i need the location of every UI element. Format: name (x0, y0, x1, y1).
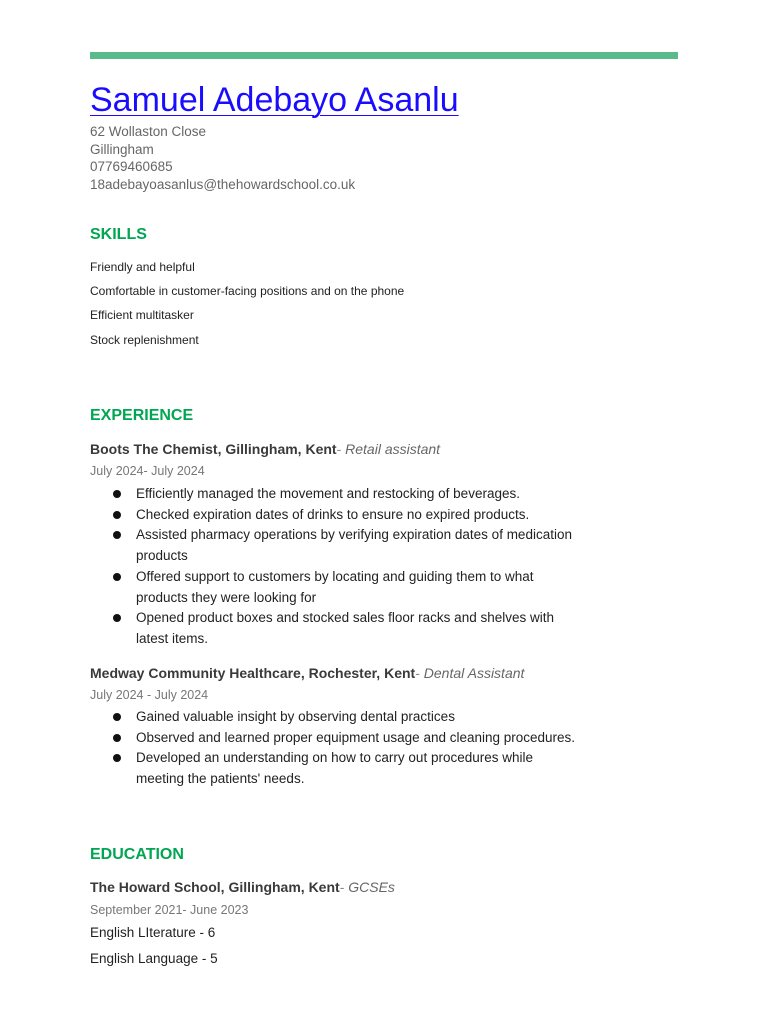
phone-number: 07769460685 (90, 159, 173, 174)
qualification: GCSEs (348, 879, 395, 895)
header-accent-bar (90, 52, 678, 59)
job-heading (90, 441, 440, 457)
job-heading (90, 665, 524, 681)
grades-list (90, 924, 218, 976)
experience-heading: EXPERIENCE (90, 407, 194, 424)
job-bullet: Assisted pharmacy operations by verifying expiration dates of medication products (110, 525, 580, 566)
grade-item: English LIterature - 6 (90, 925, 216, 940)
skill-item: Friendly and helpful (90, 260, 195, 274)
job-separator: - (415, 665, 424, 681)
address-line-1: 62 Wollaston Close (90, 124, 207, 139)
school-name: The Howard School, Gillingham, Kent (90, 879, 340, 895)
education-heading: EDUCATION (90, 846, 184, 863)
job-bullet: Gained valuable insight by observing dental practices (110, 707, 580, 728)
skill-item: Comfortable in customer-facing positions and on the phone (90, 284, 405, 299)
job-bullet: Offered support to customers by locating and guiding them to what products they were looking for (110, 567, 580, 608)
skills-list (90, 259, 404, 356)
education-separator: - (339, 879, 349, 895)
job-bullet: Checked expiration dates of drinks to ensure no expired products. (110, 505, 580, 526)
job-bullet: Observed and learned proper equipment usage and cleaning procedures. (110, 728, 580, 749)
job-separator: - (336, 441, 346, 457)
job-organisation: Boots The Chemist, Gillingham, Kent (90, 441, 337, 457)
education-date: September 2021- June 2023 (90, 903, 249, 917)
job-role: Dental Assistant (423, 665, 525, 681)
job-organisation: Medway Community Healthcare, Rochester, Kent (90, 665, 416, 681)
job-bullet: Developed an understanding on how to carry out procedures while meeting the patients' needs. (110, 748, 580, 789)
grade-item: English Language - 5 (90, 951, 218, 966)
job-date: July 2024- July 2024 (90, 464, 205, 478)
education-heading-line (90, 879, 395, 895)
address-line-2: Gillingham (90, 141, 154, 157)
candidate-name[interactable]: Samuel Adebayo Asanlu (90, 81, 459, 119)
job-bullet: Opened product boxes and stocked sales floor racks and shelves with latest items. (110, 608, 580, 649)
contact-block (90, 123, 355, 193)
skills-heading: SKILLS (90, 226, 147, 243)
job-bullet-list (110, 707, 580, 790)
job-bullet: Efficiently managed the movement and restocking of beverages. (110, 484, 580, 505)
job-bullet-list (110, 484, 580, 650)
skill-item: Stock replenishment (90, 332, 199, 347)
skill-item: Efficient multitasker (90, 308, 194, 323)
email-address: 18adebayoasanlus@thehowardschool.co.uk (90, 176, 356, 192)
job-date: July 2024 - July 2024 (90, 688, 209, 702)
job-role: Retail assistant (345, 441, 441, 457)
